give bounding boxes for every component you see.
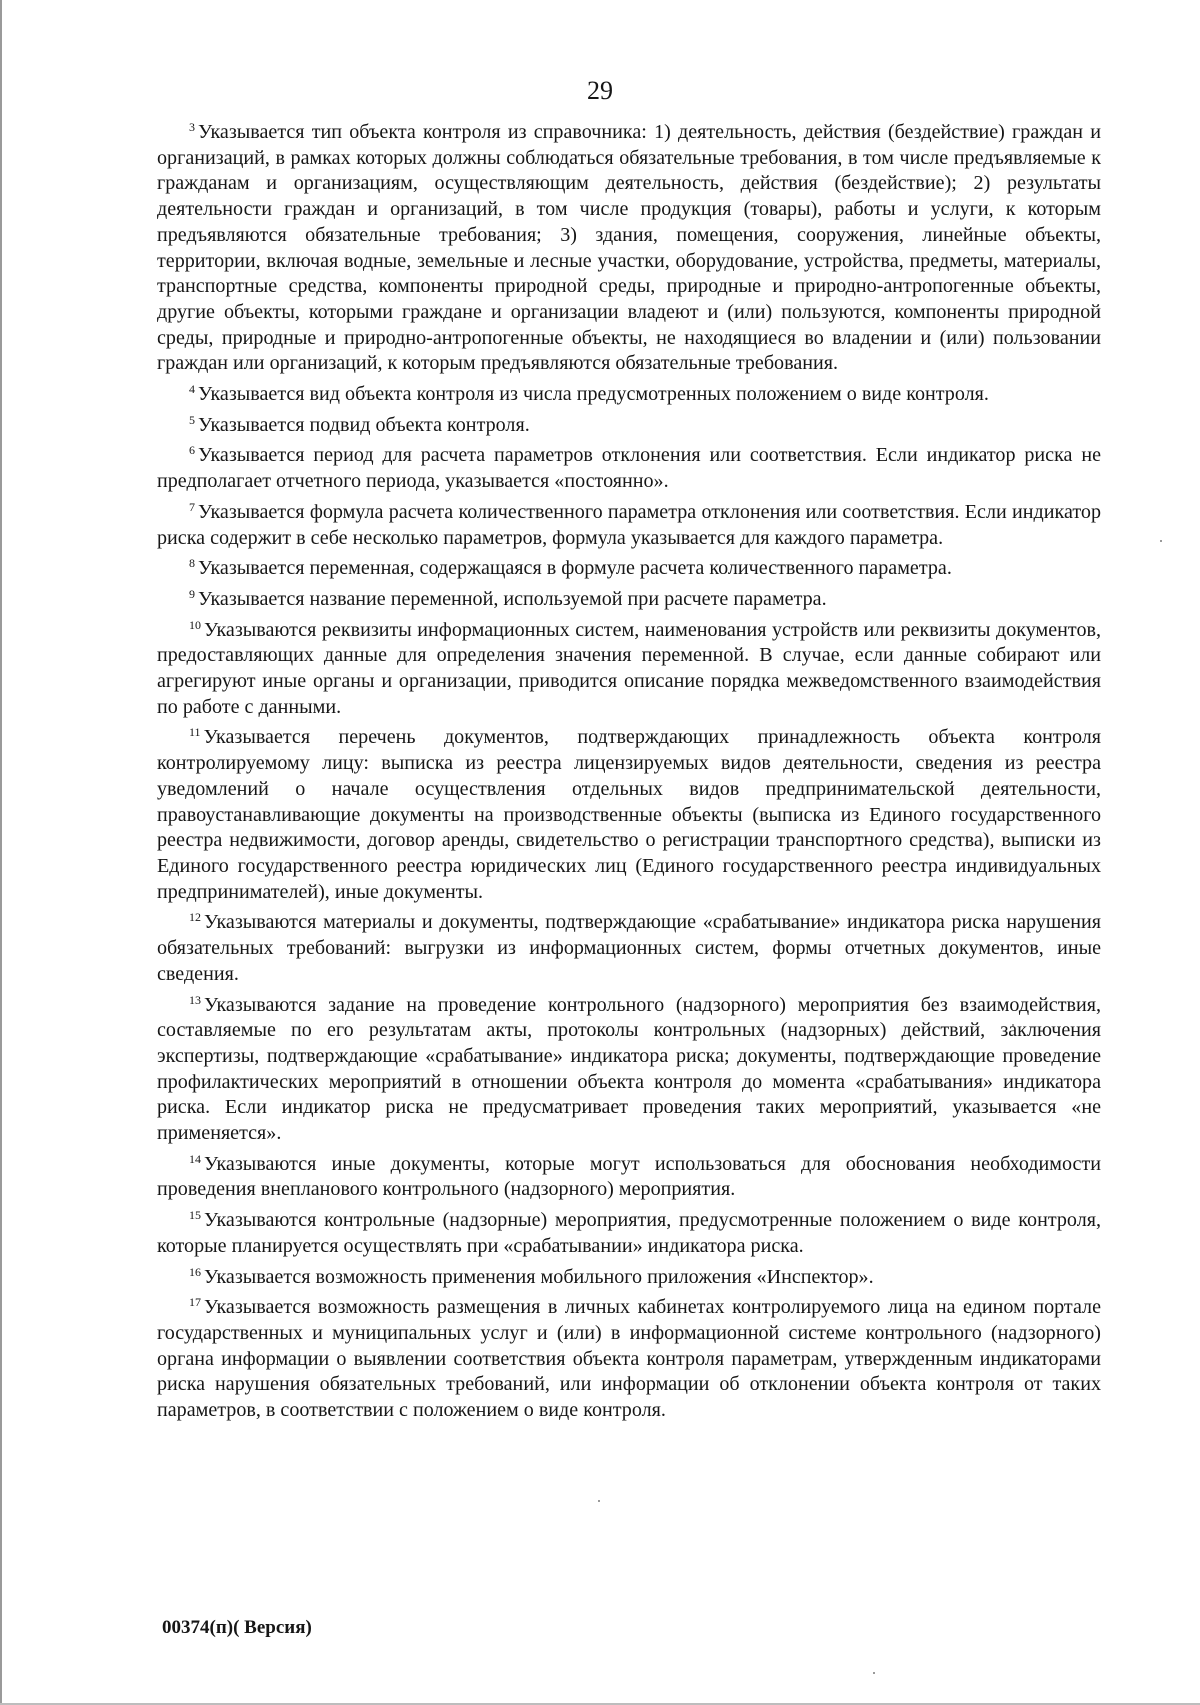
- footnote: [157, 1208, 1101, 1259]
- scan-speck: [1160, 540, 1162, 542]
- footnote: [157, 556, 1101, 582]
- footnote: [157, 1152, 1101, 1203]
- footnote-text: Указывается период для расчета параметров отклонения или соответствия. Если индикатор риска не предполагает отчетного периода, указывается «постоянно».: [157, 444, 1101, 493]
- footnote-text: Указывается подвид объекта контроля.: [198, 413, 530, 436]
- footnote: [157, 382, 1101, 408]
- footnote-text: Указывается тип объекта контроля из справочника: 1) деятельность, действия (бездействие) граждан и организаций, в рамках которых должны соблюдаться обязательные требования, в том числе предъявляемые к гражданам и организациям, осуществляющим деятельность, действия (бездействие); 2) результаты деятельности граждан и организаций, в том числе продукция (товары), работы и услуги, к которым предъявляются обязательные требования; 3) здания, помещения, сооружения, линейные объекты, территории, включая водные, земельные и лесные участки, оборудование, устройства, предметы, материалы, транспортные средства, компоненты природной среды, природные и природно-антропогенные объекты, другие объекты, которыми граждане и организации владеют и (или) пользуются, компоненты природной среды, природные и природно-антропогенные объекты, не находящиеся во владении и (или) пользовании граждан или организаций, к которым предъявляются обязательные требования.: [157, 121, 1101, 375]
- footnote: [157, 500, 1101, 551]
- footnote-number: 4: [189, 382, 195, 397]
- footnote-text: Указывается вид объекта контроля из числа предусмотренных положением о виде контроля.: [198, 383, 989, 406]
- footnote: [157, 725, 1101, 905]
- footnote-text: Указывается название переменной, используемой при расчете параметра.: [198, 587, 827, 610]
- scan-left-edge: [0, 0, 2, 1705]
- footnote-number: 16: [189, 1264, 201, 1279]
- footnote-number: 7: [189, 499, 195, 514]
- footnote: [157, 120, 1101, 377]
- footnote-number: 3: [189, 120, 195, 134]
- footnote-number: 12: [189, 910, 201, 925]
- footnote-text: Указываются материалы и документы, подтверждающие «срабатывание» индикатора риска нарушения обязательных требований: выгрузки из информационных систем, формы отчетных документов, иные сведения.: [157, 911, 1101, 985]
- footnote: [157, 1265, 1101, 1291]
- footnote-number: 6: [189, 443, 195, 458]
- footnote-number: 17: [189, 1295, 201, 1310]
- footnote-number: 14: [189, 1151, 201, 1166]
- document-code: 00374(п)( Версия): [162, 1617, 312, 1638]
- footnote-number: 13: [189, 992, 201, 1007]
- footnote-number: 11: [189, 725, 201, 740]
- footnote-number: 10: [189, 617, 201, 632]
- footnote-text: Указывается возможность размещения в личных кабинетах контролируемого лица на едином портале государственных и муниципальных услуг и (или) в информационной системе контрольного (надзорного) органа информации о выявлении соответствия объекта контроля параметрам, утвержденным индикаторами риска нарушения обязательных требований, или информации об отклонении объекта контроля от таких параметров, в соответствии с положением о виде контроля.: [157, 1296, 1101, 1422]
- footnote: [157, 993, 1101, 1147]
- footnote: [157, 587, 1101, 613]
- page-number: 29: [587, 76, 613, 105]
- footnote: [157, 443, 1101, 494]
- footnote: [157, 1295, 1101, 1424]
- scan-speck: [598, 1500, 600, 1502]
- footnote-number: 9: [189, 586, 195, 601]
- footnote-text: Указывается переменная, содержащаяся в формуле расчета количественного параметра.: [198, 557, 952, 580]
- footnote-number: 5: [189, 412, 195, 427]
- footnote: [157, 910, 1101, 987]
- scan-speck: [873, 1672, 875, 1674]
- footnote-number: 15: [189, 1208, 201, 1223]
- footnote-text: Указываются реквизиты информационных систем, наименования устройств или реквизиты документов, предоставляющих данные для определения значения переменной. В случае, если данные собирают или агрегируют иные органы и организации, приводится описание порядка межведомственного взаимодействия по работе с данными.: [157, 618, 1101, 718]
- footnotes-list: [157, 120, 1101, 1429]
- footnote-text: Указываются контрольные (надзорные) мероприятия, предусмотренные положением о виде контроля, которые планируется осуществлять при «срабатывании» индикатора риска.: [157, 1209, 1101, 1257]
- footnote: [157, 618, 1101, 721]
- footnote-text: Указывается перечень документов, подтверждающих принадлежность объекта контроля контролируемому лицу: выписка из реестра лицензируемых видов деятельности, сведения из реестра уведомлений о начале осуществления отдельных видов предпринимательской деятельности, правоустанавливающие документы на производственные объекты (выписка из Единого государственного реестра недвижимости, договор аренды, свидетельство о регистрации транспортного средства), выписки из Единого государственного реестра юридических лиц (Единого государственного реестра индивидуальных предпринимателей), иные документы.: [157, 726, 1101, 903]
- footnote-text: Указывается возможность применения мобильного приложения «Инспектор».: [204, 1265, 874, 1288]
- footnote-number: 8: [189, 556, 195, 571]
- footnote-text: Указываются иные документы, которые могут использоваться для обоснования необходимости проведения внепланового контрольного (надзорного) мероприятия.: [157, 1152, 1101, 1201]
- footnote: [157, 413, 1101, 439]
- footnote-text: Указываются задание на проведение контрольного (надзорного) мероприятия без взаимодействия, составляемые по его результатам акты, протоколы контрольных (надзорных) действий, заключения экспертизы, подтверждающие «срабатывание» индикатора риска; документы, подтверждающие проведение профилактических мероприятий в отношении объекта контроля до момента «срабатывания» индикатора риска. Если индикатор риска не предусматривает проведения таких мероприятий, указывается «не применяется».: [157, 993, 1101, 1145]
- footnote-text: Указывается формула расчета количественного параметра отклонения или соответствия. Если индикатор риска содержит в себе несколько параметров, формула указывается для каждого параметра.: [157, 500, 1101, 549]
